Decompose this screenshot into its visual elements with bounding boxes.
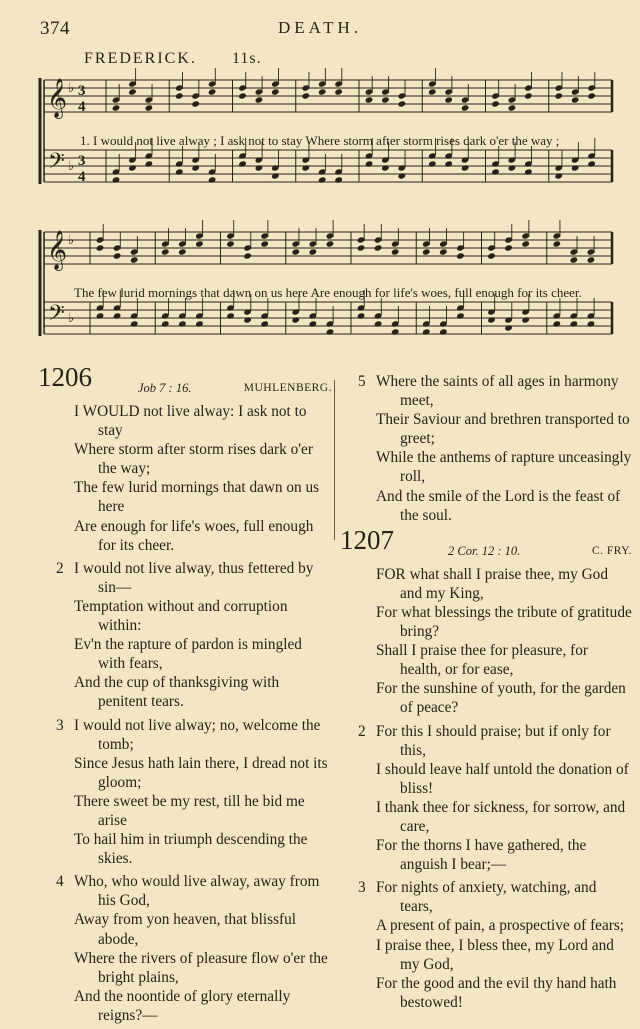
note-head bbox=[521, 240, 530, 247]
note-head bbox=[444, 96, 453, 103]
verse-line bbox=[38, 754, 332, 792]
verse-line bbox=[38, 440, 332, 478]
verse-text: Shall I praise thee for pleasure, for health, or for ease, bbox=[376, 642, 588, 679]
verse-line bbox=[340, 878, 632, 916]
verse-line bbox=[38, 478, 332, 516]
verse-line bbox=[340, 936, 632, 974]
treble-clef-icon: 𝄞 bbox=[47, 230, 68, 270]
note-head bbox=[587, 256, 596, 263]
verse-line bbox=[340, 487, 632, 525]
note-head bbox=[365, 96, 374, 103]
verse-line bbox=[340, 641, 632, 679]
verse-text: For the sunshine of youth, for the garden of peace? bbox=[376, 680, 626, 717]
note-head bbox=[191, 100, 200, 107]
verse-text: Their Saviour and brethren transported to greet; bbox=[376, 411, 630, 448]
hymn-header bbox=[340, 524, 632, 565]
stanza bbox=[38, 716, 332, 869]
note-head bbox=[357, 312, 366, 319]
verse-text: I would not live alway; no, welcome the tomb; bbox=[74, 716, 321, 753]
note-head bbox=[145, 160, 154, 167]
flat-icon: ♭ bbox=[68, 233, 75, 248]
note-head bbox=[112, 104, 121, 111]
verse-line bbox=[38, 716, 332, 754]
verse-text: And the noontide of glory eternally reigns?— bbox=[74, 987, 291, 1024]
verse-line bbox=[340, 679, 632, 717]
note-head bbox=[587, 92, 596, 99]
note-head bbox=[130, 256, 139, 263]
verse-text: There sweet be my rest, till he bid me arise bbox=[74, 792, 305, 829]
verse-text: Where the rivers of pleasure flow o'er the bright plains, bbox=[74, 949, 328, 986]
note-head bbox=[226, 240, 235, 247]
note-head bbox=[130, 320, 139, 327]
page-number: 374 bbox=[40, 18, 70, 39]
note-head bbox=[301, 92, 310, 99]
verse-text: For nights of anxiety, watching, and tears, bbox=[376, 879, 597, 916]
verse-line bbox=[38, 910, 332, 948]
note-head bbox=[374, 244, 383, 251]
note-head bbox=[587, 160, 596, 167]
note-head bbox=[291, 316, 300, 323]
stanza-number: 2 bbox=[56, 559, 64, 577]
verse-line bbox=[340, 760, 632, 798]
note-head bbox=[128, 164, 137, 171]
verse-line bbox=[340, 916, 632, 935]
verse-line bbox=[340, 565, 632, 603]
verse-line bbox=[38, 517, 332, 555]
note-head bbox=[238, 160, 247, 167]
note-head bbox=[504, 324, 513, 331]
note-head bbox=[334, 176, 343, 183]
running-head: DEATH. bbox=[278, 18, 362, 37]
note-head bbox=[444, 160, 453, 167]
verse-text: To hail him in triumph descending the skies. bbox=[74, 831, 308, 868]
bass-clef-icon: 𝄢 bbox=[48, 149, 65, 179]
note-head bbox=[318, 88, 327, 95]
note-head bbox=[554, 92, 563, 99]
hymn-column-right bbox=[340, 372, 632, 1016]
note-head bbox=[255, 96, 264, 103]
verse-line bbox=[340, 798, 632, 836]
note-head bbox=[381, 164, 390, 171]
note-head bbox=[491, 100, 500, 107]
verse-line bbox=[38, 597, 332, 635]
note-head bbox=[208, 176, 217, 183]
lyric-line-1: 1. I would not live alway ; I ask not to stay Where storm after storm rises dark o'er the way ; bbox=[80, 133, 560, 148]
note-head bbox=[96, 312, 105, 319]
note-head bbox=[374, 320, 383, 327]
note-head bbox=[357, 244, 366, 251]
tune-name: FREDERICK. bbox=[84, 50, 197, 67]
verse-text: Are enough for life's woes, full enough for its cheer. bbox=[74, 517, 314, 554]
verse-text: Ev'n the rapture of pardon is mingled with fears, bbox=[74, 636, 302, 673]
note-head bbox=[309, 248, 318, 255]
note-head bbox=[161, 248, 170, 255]
note-head bbox=[271, 172, 280, 179]
verse-text: For what blessings the tribute of gratitude bring? bbox=[376, 603, 632, 641]
time-signature-bottom: 4 bbox=[78, 169, 86, 185]
verse-line bbox=[38, 949, 332, 987]
note-head bbox=[456, 312, 465, 319]
lyric-line-2: The few lurid mornings that dawn on us here Are enough for life's woes, full enough for its cheer. bbox=[74, 285, 582, 300]
note-head bbox=[571, 96, 580, 103]
note-head bbox=[271, 88, 280, 95]
verse-line bbox=[38, 872, 332, 910]
note-head bbox=[508, 104, 517, 111]
column-divider bbox=[334, 380, 335, 540]
verse-text: I WOULD not live alway: I ask not to stay bbox=[74, 403, 307, 440]
note-head bbox=[243, 252, 252, 259]
note-head bbox=[461, 104, 470, 111]
stanza-number: 3 bbox=[56, 716, 64, 734]
time-signature-top: 3 bbox=[78, 153, 86, 169]
note-head bbox=[260, 320, 269, 327]
tune-meter: 11s. bbox=[232, 50, 262, 67]
stanza bbox=[340, 372, 632, 525]
verse-line bbox=[38, 673, 332, 711]
note-head bbox=[113, 252, 122, 259]
note-head bbox=[326, 240, 335, 247]
verse-text: Temptation without and corruption within: bbox=[74, 597, 288, 635]
verse-text: FOR what shall I praise thee, my God and my King, bbox=[376, 565, 608, 602]
note-head bbox=[487, 252, 496, 259]
verse-line bbox=[38, 635, 332, 673]
note-head bbox=[365, 160, 374, 167]
hymn-author: MUHLENBERG. bbox=[243, 382, 332, 394]
note-head bbox=[491, 168, 500, 175]
verse-line bbox=[340, 722, 632, 760]
verse-text: I thank thee for sickness, for sorrow, and care, bbox=[376, 798, 626, 835]
note-head bbox=[439, 248, 448, 255]
note-head bbox=[552, 240, 561, 247]
hymn-1206 bbox=[38, 362, 332, 1029]
note-head bbox=[238, 92, 247, 99]
note-head bbox=[243, 316, 252, 323]
note-head bbox=[208, 88, 217, 95]
stanza-number: 4 bbox=[56, 873, 64, 891]
stanza bbox=[340, 878, 632, 1012]
note-head bbox=[570, 320, 579, 327]
note-head bbox=[398, 172, 407, 179]
time-signature-top: 3 bbox=[78, 83, 86, 99]
note-head bbox=[195, 320, 204, 327]
note-head bbox=[587, 320, 596, 327]
note-head bbox=[301, 164, 310, 171]
verse-text: Away from yon heaven, that blissful abode, bbox=[74, 911, 297, 948]
note-head bbox=[175, 92, 184, 99]
note-head bbox=[552, 320, 561, 327]
verse-text: A present of pain, a prospective of fears; bbox=[376, 917, 625, 935]
hymn-number: 1206 bbox=[38, 362, 92, 392]
verse-line bbox=[340, 372, 632, 410]
note-head bbox=[422, 328, 431, 335]
verse-text: Since Jesus hath lain there, I dread not its gloom; bbox=[74, 754, 328, 791]
verse-text: And the smile of the Lord is the feast of the soul. bbox=[376, 487, 621, 524]
note-head bbox=[398, 100, 407, 107]
note-head bbox=[226, 312, 235, 319]
note-head bbox=[381, 96, 390, 103]
verse-text: I praise thee, I bless thee, my Lord and my God, bbox=[376, 936, 614, 973]
hymn-author: C. FRY. bbox=[591, 544, 632, 557]
stanza-number: 3 bbox=[358, 879, 366, 897]
note-head bbox=[178, 248, 187, 255]
verse-text: For this I should praise; but if only for this, bbox=[376, 722, 611, 759]
verse-line bbox=[340, 410, 632, 448]
note-head bbox=[391, 328, 400, 335]
note-head bbox=[178, 320, 187, 327]
verse-line bbox=[38, 987, 332, 1025]
note-head bbox=[456, 252, 465, 259]
flat-icon: ♭ bbox=[68, 159, 75, 174]
verse-text: I would not live alway, thus fettered by sin— bbox=[74, 559, 314, 596]
verse-text: For the thorns I have gathered, the anguish I bear;— bbox=[376, 837, 587, 874]
note-head bbox=[422, 248, 431, 255]
verse-text: Where the saints of all ages in harmony meet, bbox=[376, 373, 619, 410]
music-score bbox=[0, 0, 640, 370]
note-head bbox=[161, 320, 170, 327]
note-head bbox=[439, 328, 448, 335]
note-head bbox=[391, 248, 400, 255]
stanza-number: 2 bbox=[358, 722, 366, 740]
note-head bbox=[570, 256, 579, 263]
note-head bbox=[145, 104, 154, 111]
stanza-number: 5 bbox=[358, 373, 366, 390]
note-head bbox=[96, 244, 105, 251]
note-head bbox=[428, 88, 437, 95]
note-head bbox=[487, 316, 496, 323]
note-head bbox=[260, 240, 269, 247]
note-head bbox=[291, 248, 300, 255]
note-head bbox=[508, 164, 517, 171]
note-head bbox=[504, 244, 513, 251]
note-head bbox=[521, 316, 530, 323]
verse-line bbox=[38, 792, 332, 830]
scripture-reference: Job 7 : 16. bbox=[138, 381, 192, 395]
note-head bbox=[195, 240, 204, 247]
note-head bbox=[128, 88, 137, 95]
note-head bbox=[461, 164, 470, 171]
note-head bbox=[326, 328, 335, 335]
verse-text: And the cup of thanksgiving with penitent tears. bbox=[74, 674, 280, 711]
note-head bbox=[428, 160, 437, 167]
stanza bbox=[38, 402, 332, 555]
note-head bbox=[191, 164, 200, 171]
note-head bbox=[524, 92, 533, 99]
verse-text: Who, who would live alway, away from his God, bbox=[74, 873, 320, 910]
hymn-header bbox=[38, 362, 332, 402]
verse-line bbox=[38, 402, 332, 440]
verse-line bbox=[340, 974, 632, 1012]
verse-text: The few lurid mornings that dawn on us here bbox=[74, 479, 320, 516]
note-head bbox=[318, 176, 327, 183]
hymn-number: 1207 bbox=[340, 524, 394, 555]
flat-icon: ♭ bbox=[68, 311, 75, 326]
time-signature-bottom: 4 bbox=[78, 99, 86, 115]
stanza bbox=[340, 722, 632, 875]
note-head bbox=[113, 312, 122, 319]
stanza bbox=[38, 559, 332, 712]
flat-icon: ♭ bbox=[68, 81, 75, 96]
verse-line bbox=[340, 603, 632, 641]
stanza bbox=[340, 565, 632, 718]
bass-clef-icon: 𝄢 bbox=[48, 301, 65, 331]
verse-text: While the anthems of rapture unceasingly roll, bbox=[376, 449, 632, 486]
note-head bbox=[112, 176, 121, 183]
note-head bbox=[309, 320, 318, 327]
note-head bbox=[175, 168, 184, 175]
verse-text: I should leave half untold the donation of bliss! bbox=[376, 760, 629, 797]
note-head bbox=[554, 172, 563, 179]
verse-line bbox=[38, 559, 332, 597]
verse-line bbox=[340, 448, 632, 486]
note-head bbox=[255, 164, 264, 171]
stanza bbox=[38, 872, 332, 1025]
note-head bbox=[524, 168, 533, 175]
verse-text: Where storm after storm rises dark o'er the way; bbox=[74, 441, 313, 478]
treble-clef-icon: 𝄞 bbox=[47, 78, 68, 118]
note-head bbox=[571, 164, 580, 171]
note-head bbox=[334, 88, 343, 95]
verse-line bbox=[340, 836, 632, 874]
scripture-reference: 2 Cor. 12 : 10. bbox=[448, 543, 521, 558]
verse-line bbox=[38, 830, 332, 868]
verse-text: For the good and the evil thy hand hath bestowed! bbox=[376, 974, 617, 1011]
